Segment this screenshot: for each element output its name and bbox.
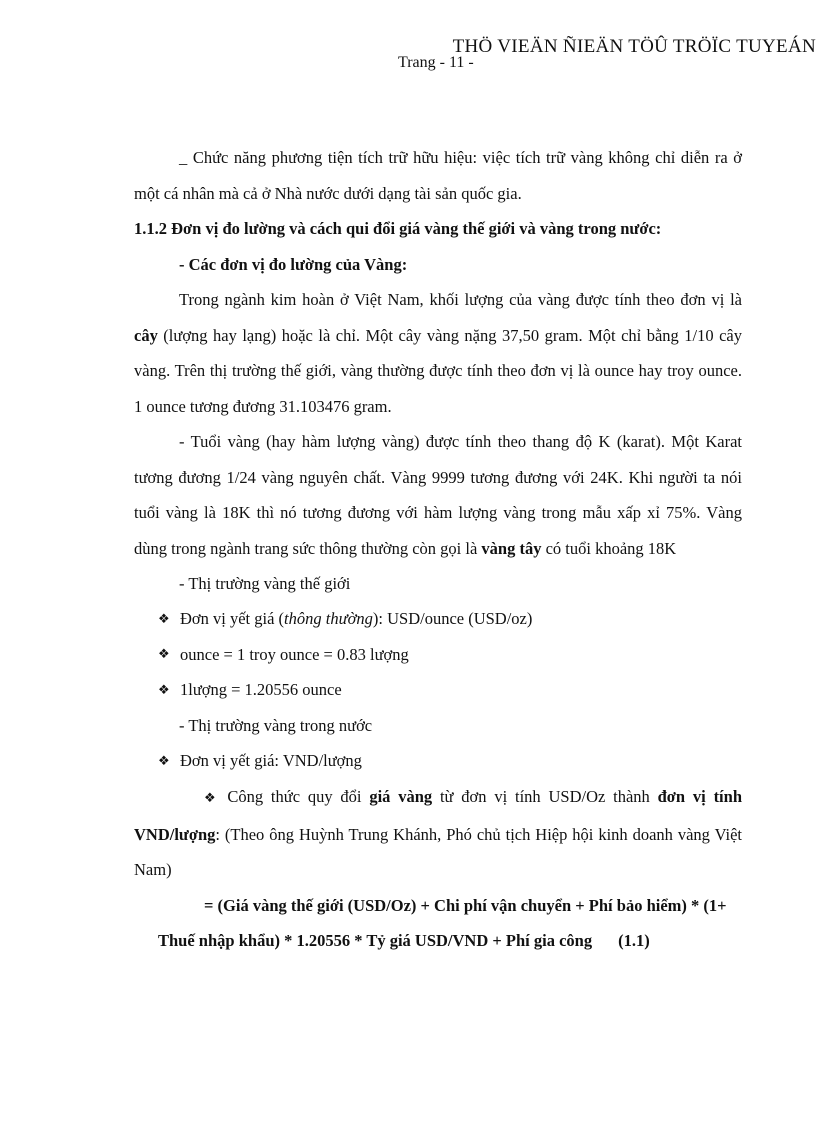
bullet-text: 1lượng = 1.20556 ounce	[180, 680, 342, 700]
diamond-bullet-icon: ❖	[204, 791, 220, 806]
text-run: - Tuổi vàng (hay hàm lượng vàng) được tính theo thang độ K (karat). Một Karat tương đương 1/24 vàng nguyên chất. Vàng 9999 tương đương với 24K. Khi người ta nói tuổi vàng là 18K thì nó tương đương với hàm lượng vàng trong mẫu xấp xỉ 75%. Vàng dùng trong ngành trang sức thông thường còn gọi là	[134, 432, 742, 558]
bold-term-vang-tay: vàng tây	[481, 538, 542, 558]
text-run: Đơn vị yết giá (	[180, 609, 285, 629]
header-title: THÖ VIEÄN ÑIEÄN TÖÛ TRÖÏC TUYEÁN	[452, 36, 816, 57]
bold-term: giá vàng	[369, 787, 433, 806]
bold-term: đơn vị tính VND/lượng	[134, 787, 742, 844]
list-item	[134, 673, 742, 709]
bullet-text: Đơn vị yết giá: VND/lượng	[180, 751, 362, 771]
diamond-bullet-icon: ❖	[158, 753, 170, 769]
formula-line-1: = (Giá vàng thế giới (USD/Oz) + Chi phí vận chuyển + Phí bảo hiểm) * (1+	[204, 895, 727, 915]
list-item	[134, 744, 742, 780]
page-number: Trang - 11 -	[398, 54, 474, 71]
list-item	[134, 602, 742, 638]
bullet-text	[180, 609, 532, 629]
italic-text: thông thường	[284, 609, 373, 629]
text-run: từ đơn vị tính USD/Oz thành	[432, 787, 658, 806]
text-run: có tuổi khoảng 18K	[541, 538, 677, 558]
text-run: (lượng hay lạng) hoặc là chỉ. Một cây vàng nặng 37,50 gram. Một chỉ bằng 1/10 cây vàng. Trên thị trường thế giới, vàng thường được tính theo đơn vị là ounce hay troy ounce. 1 ounce tương đương 31.103476 gram.	[134, 325, 742, 416]
section-heading-1-1-2: 1.1.2 Đơn vị đo lường và cách qui đổi giá vàng thế giới và vàng trong nước:	[134, 219, 662, 238]
formula-intro	[134, 779, 742, 888]
bullet-text: ounce = 1 troy ounce = 0.83 lượng	[180, 644, 409, 664]
formula-number: (1.1)	[618, 931, 650, 950]
paragraph-karat	[134, 424, 742, 566]
paragraph-units	[134, 282, 742, 424]
text-run: : (Theo ông Huỳnh Trung Khánh, Phó chủ tịch Hiệp hội kinh doanh vàng Việt Nam)	[134, 824, 742, 879]
text-run: ): USD/ounce (USD/oz)	[372, 609, 533, 629]
subheading-units: - Các đơn vị đo lường của Vàng:	[179, 254, 408, 274]
list-item	[134, 637, 742, 673]
bold-term-cay: cây	[134, 325, 158, 345]
diamond-bullet-icon: ❖	[158, 611, 170, 627]
text-run: Công thức quy đổi	[227, 787, 370, 806]
domestic-market-heading: - Thị trường vàng trong nước	[179, 716, 373, 735]
text-run: Trong ngành kim hoàn ở Việt Nam, khối lượng của vàng được tính theo đơn vị là	[179, 290, 742, 309]
diamond-bullet-icon: ❖	[158, 647, 170, 663]
world-market-heading: - Thị trường vàng thế giới	[179, 574, 351, 593]
paragraph-store-of-value: _ Chức năng phương tiện tích trữ hữu hiệu: việc tích trữ vàng không chỉ diễn ra ở một cá nhân mà cả ở Nhà nước dưới dạng tài sản quốc gia.	[134, 148, 742, 203]
document-body	[134, 140, 742, 959]
formula-line-2	[134, 923, 742, 959]
diamond-bullet-icon: ❖	[158, 682, 170, 698]
formula-text: Thuế nhập khẩu) * 1.20556 * Tỷ giá USD/VND + Phí gia công	[158, 931, 593, 950]
